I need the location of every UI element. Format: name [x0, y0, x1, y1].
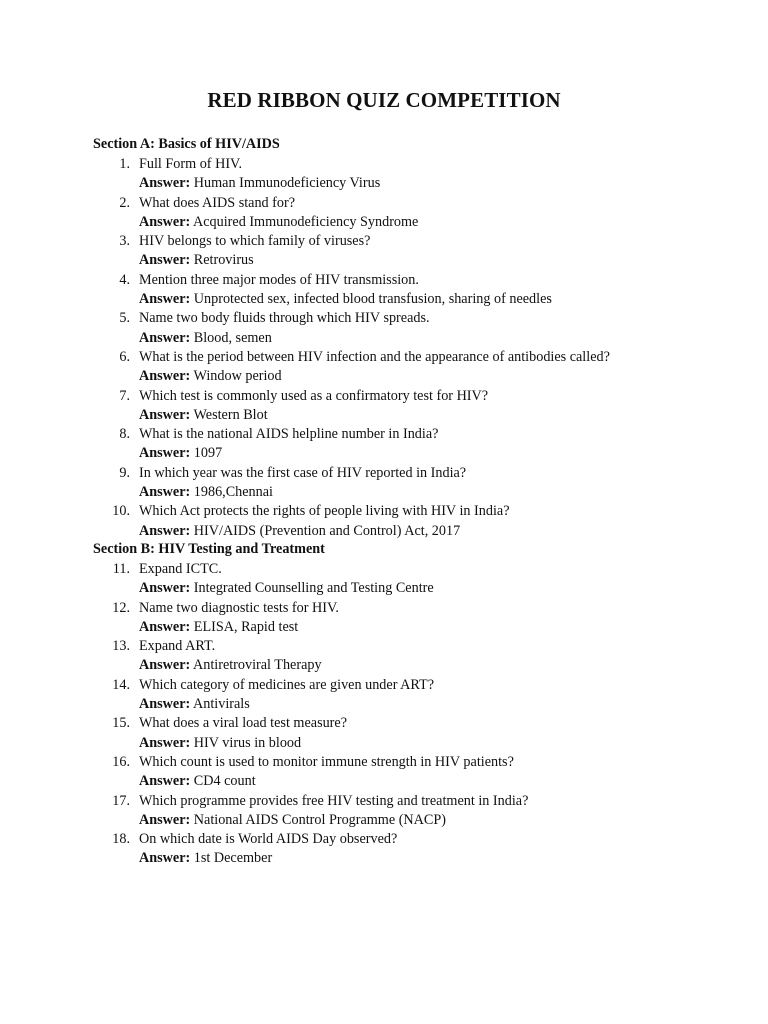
question-number: 15.: [112, 715, 130, 732]
answer-label: Answer:: [139, 811, 191, 828]
question-text: What is the period between HIV infection and the appearance of antibodies called?: [139, 348, 610, 365]
answer-label: Answer:: [139, 484, 191, 501]
question-number: 18.: [112, 831, 130, 848]
question-item: [0, 714, 768, 753]
answer-label: Answer:: [139, 522, 191, 539]
answer-label: Answer:: [139, 580, 191, 597]
answer-label: Answer:: [139, 850, 191, 867]
answer-text: Human Immunodeficiency Virus: [193, 175, 381, 192]
answer-text: Acquired Immunodeficiency Syndrome: [193, 213, 419, 230]
answer-line: [139, 213, 418, 232]
question-number: 11.: [112, 561, 130, 577]
question-item: [0, 194, 768, 233]
question-number: 16.: [112, 753, 130, 770]
question-item: [0, 599, 768, 638]
question-number: 13.: [112, 638, 130, 655]
answer-label: Answer:: [139, 734, 191, 751]
question-number: 2.: [119, 194, 130, 211]
question-number: 10.: [112, 503, 130, 520]
answer-label: Answer:: [139, 329, 191, 346]
section-b-heading: Section B: HIV Testing and Treatment: [93, 541, 325, 557]
answer-line: [139, 579, 434, 598]
answer-line: [139, 251, 254, 270]
answer-line: [139, 618, 298, 637]
answer-text: Antivirals: [193, 696, 250, 713]
question-number: 17.: [112, 792, 130, 809]
section-b-question-list: [0, 560, 768, 869]
question-text: What does a viral load test measure?: [139, 715, 347, 732]
answer-label: Answer:: [139, 175, 191, 192]
answer-line: [139, 656, 322, 675]
question-item: [0, 232, 768, 271]
question-text: Which programme provides free HIV testing and treatment in India?: [139, 792, 529, 809]
question-number: 12.: [112, 599, 130, 616]
answer-label: Answer:: [139, 696, 191, 713]
answer-line: [139, 290, 552, 309]
answer-label: Answer:: [139, 406, 191, 423]
question-item: [0, 425, 768, 464]
question-item: [0, 753, 768, 792]
answer-line: [139, 483, 273, 502]
question-text: Expand ICTC.: [139, 561, 222, 577]
answer-text: Western Blot: [193, 406, 268, 423]
answer-text: HIV virus in blood: [193, 734, 302, 751]
question-text: Which category of medicines are given under ART?: [139, 676, 434, 693]
answer-line: [139, 174, 380, 193]
question-item: [0, 792, 768, 831]
answer-line: [139, 522, 460, 541]
answer-line: [139, 811, 446, 830]
question-item: [0, 676, 768, 715]
question-text: Which test is commonly used as a confirmatory test for HIV?: [139, 387, 489, 404]
question-text: Name two diagnostic tests for HIV.: [139, 599, 339, 616]
answer-text: National AIDS Control Programme (NACP): [193, 811, 446, 828]
question-number: 9.: [119, 464, 130, 481]
question-text: What does AIDS stand for?: [139, 194, 296, 211]
question-text: Mention three major modes of HIV transmission.: [139, 271, 419, 288]
answer-text: Blood, semen: [193, 329, 272, 346]
question-number: 3.: [119, 233, 130, 250]
section-a-question-list: [0, 155, 768, 541]
question-text: Which count is used to monitor immune strength in HIV patients?: [139, 753, 514, 770]
question-text: On which date is World AIDS Day observed?: [139, 831, 398, 848]
answer-line: [139, 329, 272, 348]
question-text: What is the national AIDS helpline number in India?: [139, 426, 439, 443]
answer-text: ELISA, Rapid test: [193, 618, 299, 635]
question-number: 14.: [112, 676, 130, 693]
answer-text: Antiretroviral Therapy: [193, 657, 322, 674]
question-text: HIV belongs to which family of viruses?: [139, 233, 371, 250]
question-item: [0, 502, 768, 541]
question-number: 5.: [119, 310, 130, 327]
question-text: Expand ART.: [139, 638, 216, 655]
answer-line: [139, 734, 301, 753]
answer-text: 1986,Chennai: [193, 484, 273, 501]
question-item: [0, 155, 768, 194]
answer-text: Retrovirus: [193, 252, 254, 269]
answer-line: [139, 367, 282, 386]
question-item: [0, 387, 768, 426]
answer-text: Window period: [193, 368, 282, 385]
question-text: Full Form of HIV.: [139, 156, 243, 172]
section-a-heading: Section A: Basics of HIV/AIDS: [93, 136, 280, 152]
question-number: 6.: [119, 348, 130, 365]
question-number: 7.: [119, 387, 130, 404]
answer-label: Answer:: [139, 291, 191, 308]
answer-line: [139, 406, 268, 425]
question-item: [0, 271, 768, 310]
answer-text: CD4 count: [193, 773, 256, 790]
answer-label: Answer:: [139, 773, 191, 790]
answer-text: 1097: [193, 445, 223, 462]
answer-label: Answer:: [139, 445, 191, 462]
question-text: In which year was the first case of HIV reported in India?: [139, 464, 467, 481]
question-item: [0, 348, 768, 387]
page-title: RED RIBBON QUIZ COMPETITION: [207, 88, 561, 112]
answer-line: [139, 695, 250, 714]
question-item: [0, 464, 768, 503]
question-item: [0, 637, 768, 676]
answer-label: Answer:: [139, 252, 191, 269]
answer-text: 1st December: [193, 850, 273, 867]
answer-line: [139, 444, 222, 463]
question-item: [0, 309, 768, 348]
answer-label: Answer:: [139, 618, 191, 635]
answer-text: HIV/AIDS (Prevention and Control) Act, 2017: [193, 522, 461, 539]
question-number: 4.: [119, 271, 130, 288]
answer-label: Answer:: [139, 657, 191, 674]
question-item: [0, 830, 768, 869]
question-number: 1.: [119, 156, 130, 172]
question-item: [0, 560, 768, 599]
question-text: Name two body fluids through which HIV spreads.: [139, 310, 430, 327]
answer-line: [139, 849, 272, 868]
question-number: 8.: [119, 426, 130, 443]
answer-text: Unprotected sex, infected blood transfusion, sharing of needles: [193, 291, 552, 308]
question-text: Which Act protects the rights of people living with HIV in India?: [139, 503, 510, 520]
answer-label: Answer:: [139, 213, 191, 230]
answer-label: Answer:: [139, 368, 191, 385]
answer-text: Integrated Counselling and Testing Centre: [193, 580, 434, 597]
answer-line: [139, 772, 256, 791]
